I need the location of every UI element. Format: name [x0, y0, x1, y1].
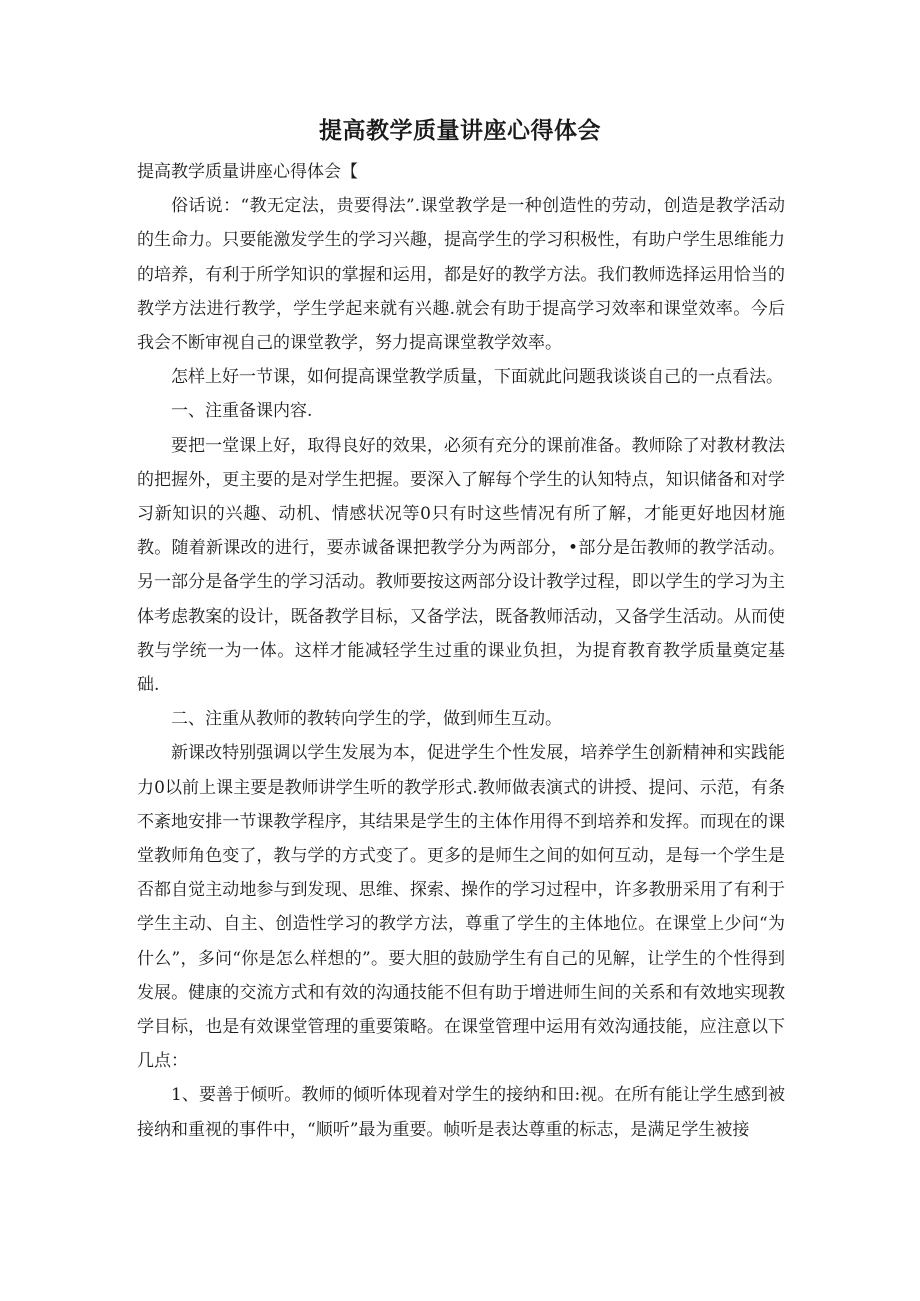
document-title: 提高教学质量讲座心得体会: [319, 118, 601, 144]
paragraph: 1、要善于倾听。教师的倾听体现着对学生的接纳和田:视。在所有能让学生感到被接纳和重视的事件中，“顺听”最为重要。帧听是表达尊重的标志，是满足学生被接: [137, 1085, 785, 1140]
paragraph: 要把一堂课上好，取得良好的效果，必须有充分的课前准备。教师除了对教材教法的把握外，更主要的是对学生把握。要深入了解每个学生的认知特点，知识储备和对学习新知识的兴趣、动机、情感状况等0只有时这些情况有所了解，才能更好地因材施教。随着新课改的进行，要赤诚备课把教学分为两部分，•部分是缶教师的教学活动。另一部分是备学生的学习活动。教师要按这两部分设计教学过程，即以学生的学习为主体考虑教案的设计，既备教学目标，又备学法，既备教师活动，又备学生活动。从而使教与学统一为一体。这样才能减轻学生过重的课业负担，为提育教育教学质量奠定基础.: [137, 435, 785, 696]
paragraph: 怎样上好一节课，如何提高课堂教学质量，下面就此问题我谈谈自己的一点看法。: [171, 367, 783, 388]
paragraph: 俗话说：“教无定法，贵要得法”.课堂教学是一种创造性的劳动，创造是教学活动的生命力。只要能激发学生的学习兴趣，提高学生的学习积极性，有助户学生思维能力的培养，有利于所学知识的掌握和运用，都是好的教学方法。我们教师选择运用恰当的教学方法进行教学，学生学起来就有兴趣.就会有助于提高学习效率和课堂效率。今后我会不断审视自己的课堂教学，努力提高课堂教学效率。: [137, 196, 785, 354]
document-subtitle: 提高教学质量讲座心得体会【: [137, 162, 358, 182]
section-heading-2: 二、注重从教师的教转向学生的学，做到师生互动。: [171, 709, 562, 730]
paragraph: 新课改特别强调以学生发展为本，促进学生个性发展，培养学生创新精神和实践能力0以前上课主要是教师讲学生听的教学形式.教师做表演式的讲授、提问、示范，有条不紊地安排一节课教学程序，其结果是学生的主体作用得不到培养和发挥。而现在的课堂教师角色变了，教与学的方式变了。更多的是师生之间的如何互动，是每一个学生是否都自觉主动地参与到发现、思维、探索、操作的学习过程中，许多教册采用了有利于学生主动、自主、创造性学习的教学方法，尊重了学生的主体地位。在课堂上少问“为什么”，多问“你是怎么样想的”。要大胆的鼓励学生有自己的见解，让学生的个性得到发展。健康的交流方式和有效的沟通技能不但有助于增进师生间的关系和有效地实现教学目标，也是有效课堂管理的重要策略。在课堂管理中运用有效沟通技能，应注意以下几点：: [137, 743, 785, 1072]
document-body: [137, 155, 785, 1147]
section-heading-1: 一、注重备课内容.: [171, 401, 313, 422]
